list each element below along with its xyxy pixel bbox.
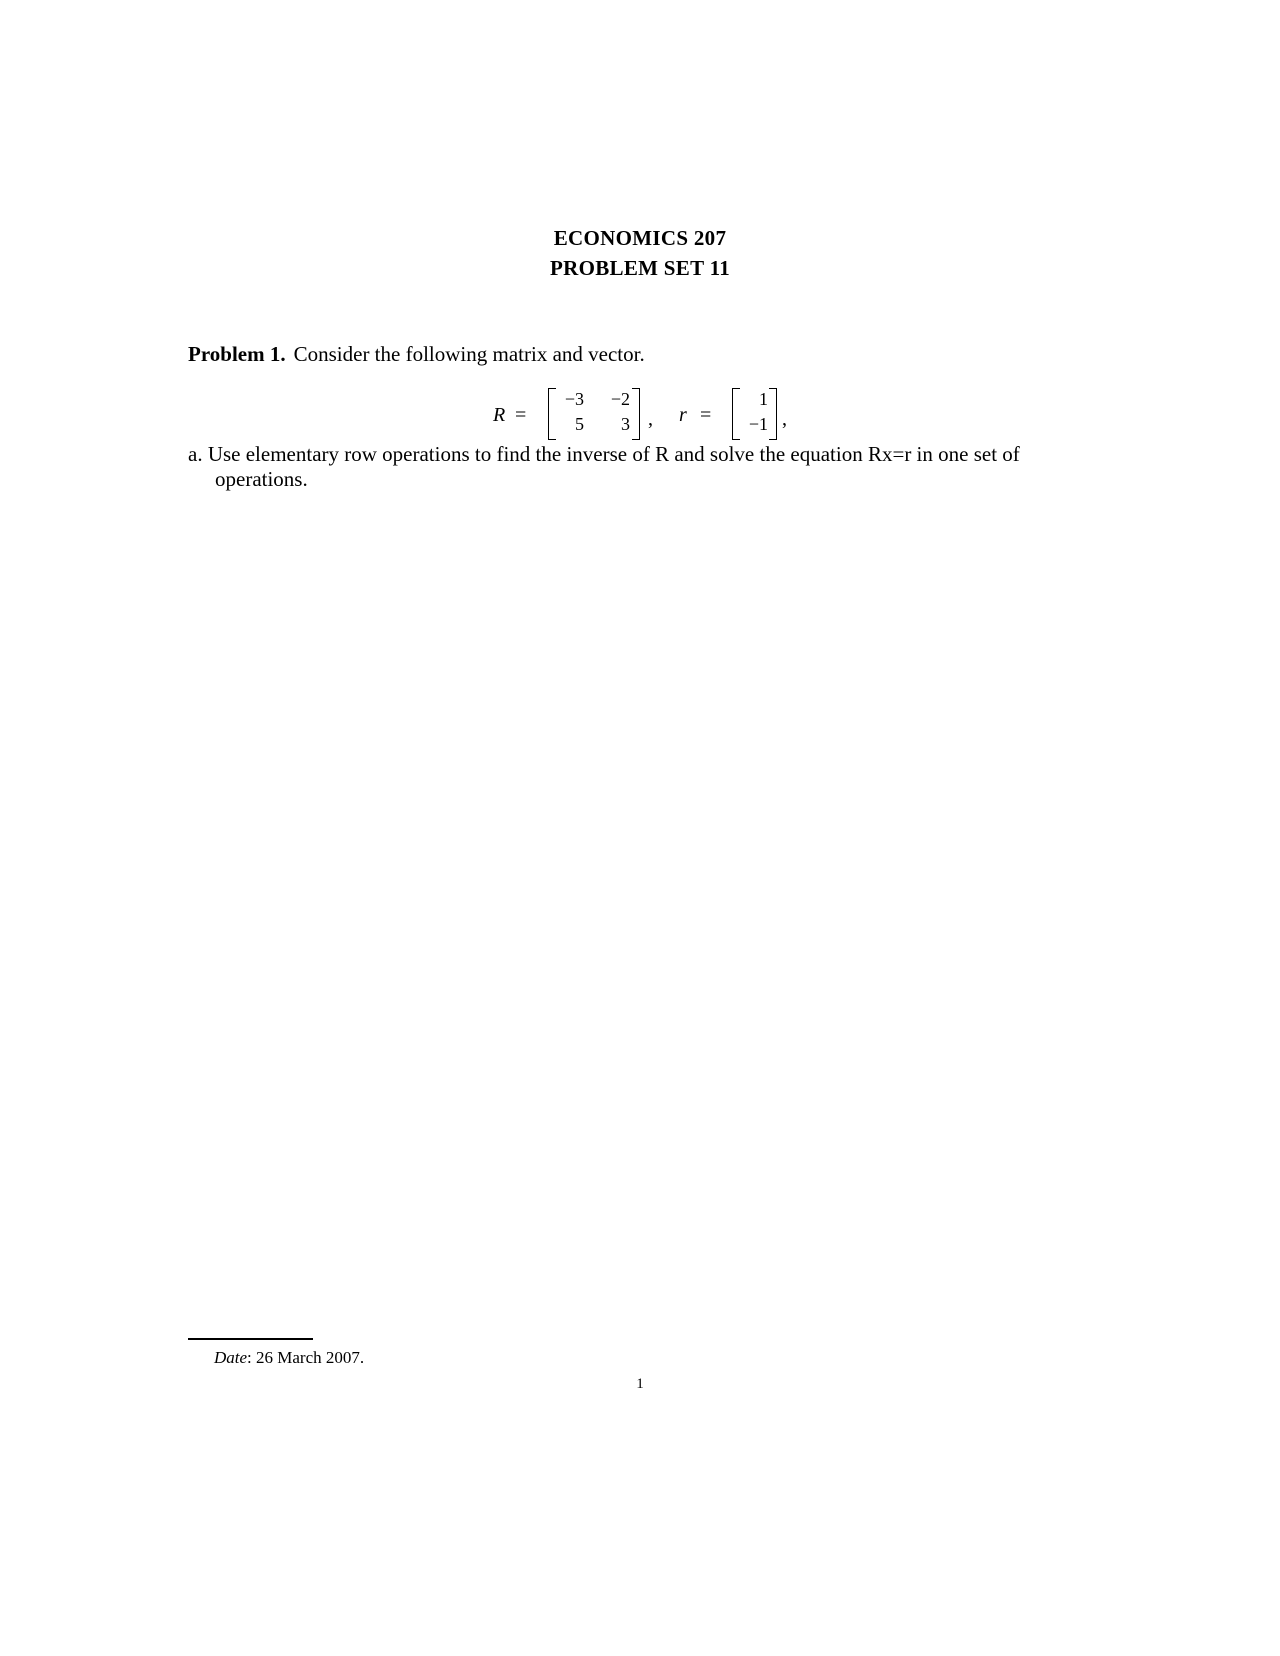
footnote-rule xyxy=(188,1338,313,1340)
document-subtitle: PROBLEM SET 11 xyxy=(549,256,731,280)
vector-cell: 1 xyxy=(759,389,768,409)
document-title: ECONOMICS 207 xyxy=(553,226,727,250)
matrix-cell: −2 xyxy=(610,389,630,409)
date-footnote xyxy=(214,1348,364,1368)
problem-label: Problem 1. xyxy=(188,342,286,366)
part-a xyxy=(188,442,1088,492)
date-label: Date xyxy=(214,1348,248,1367)
matrix-equation xyxy=(0,386,1280,442)
matrix-cell: 5 xyxy=(575,414,584,434)
vector-cell: −1 xyxy=(748,414,768,434)
comma-separator: , xyxy=(648,408,653,430)
matrix-R xyxy=(548,386,640,442)
vector-name: r xyxy=(679,404,687,426)
right-bracket xyxy=(769,388,777,440)
problem-1-statement xyxy=(188,342,645,367)
page-number: 1 xyxy=(636,1376,644,1392)
vector-r xyxy=(732,386,777,442)
right-bracket xyxy=(632,388,640,440)
equals-sign: = xyxy=(515,404,527,426)
equals-sign: = xyxy=(700,404,712,426)
matrix-cell: −3 xyxy=(564,389,584,409)
problem-intro: Consider the following matrix and vector. xyxy=(293,342,645,366)
part-a-text: a. Use elementary row operations to find the inverse of R and solve the equation Rx=r in one set of operations. xyxy=(188,442,1020,491)
date-text: : 26 March 2007. xyxy=(247,1348,365,1367)
matrix-cell: 3 xyxy=(621,414,630,434)
end-comma: , xyxy=(782,408,787,430)
matrix-name: R xyxy=(493,404,506,426)
